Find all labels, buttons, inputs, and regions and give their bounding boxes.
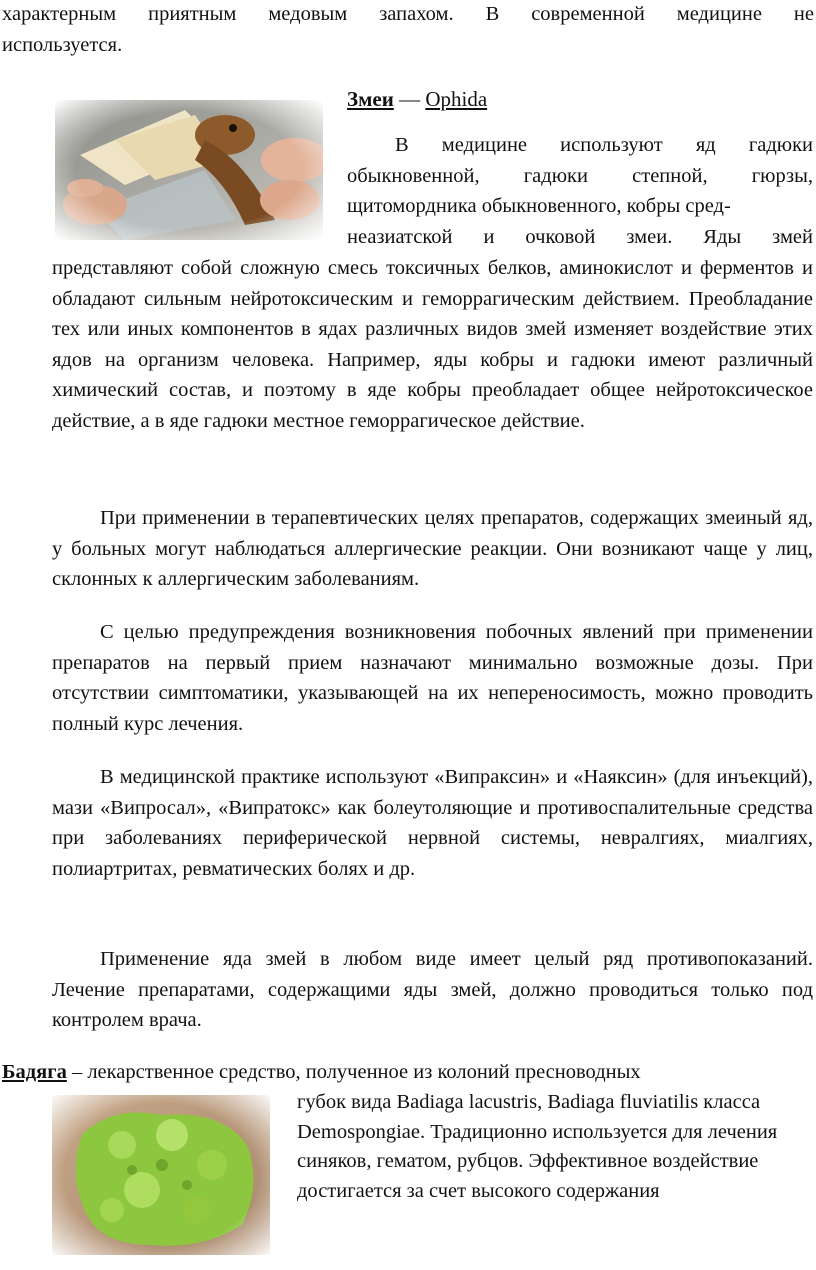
snakes-title-bold: Змеи — [347, 87, 394, 111]
snakes-paragraph-3: С целью предупреждения возникновения побочных явлений при применении препаратов на первый прием назначают минимально возможные дозы. При отсутствии симптоматики, указывающей на их непереносимость, можно проводить полный курс лечения. — [52, 621, 813, 735]
badyaga-title-rest: – лекарственное средство, полученное из колоний пресноводных — [66, 1061, 641, 1083]
snakes-paragraph-1c: представляют собой сложную смесь токсичных белков, аминокислот и ферментов и обладают сильным нейротоксическим и геморрагическим действием. Преобладание тех или иных компонентов в ядах различных видов змей изменяет воздействие этих ядов на организм человека. Например, яды кобры и гадюки имеют различный химический состав, и поэтому в яде кобры преобладает общее нейротоксическое действие, а в яде гадюки местное геморрагическое действие. — [52, 257, 813, 432]
snakes-paragraph-1b: неазиатской и очковой змеи. Яды змей — [347, 226, 813, 248]
snakes-paragraph-4: В медицинской практике используют «Випраксин» и «Наяксин» (для инъекций), мази «Випросал», «Випратокс» как болеутоляющие и противоспалительные средства при заболеваниях периферической нервной системы, невралгиях, миалгиях, полиартритах, ревматических болях и др. — [52, 766, 813, 880]
snakes-paragraph-1a: В медицине используют яд гадюки обыкновенной, гадюки степной, гюрзы, щитомордника обыкновенного, кобры сред- — [347, 134, 813, 218]
snakes-title-dash: — — [393, 87, 426, 111]
intro-line-2: используется. — [2, 34, 123, 56]
badyaga-title-bold: Бадяга — [2, 1061, 67, 1083]
snakes-paragraph-5: Применение яда змей в любом виде имеет целый ряд противопоказаний. Лечение препаратами, содержащими яды змей, должно проводиться только под контролем врача. — [52, 948, 813, 1032]
snake-photo — [55, 100, 323, 240]
snakes-paragraph-2: При применении в терапевтических целях препаратов, содержащих змеиный яд, у больных могут наблюдаться аллергические реакции. Они возникают чаще у лиц, склонных к аллергическим заболеваниям. — [52, 507, 813, 591]
badyaga-paragraph: губок вида Badiaga lacustris, Badiaga fluviatilis класса Demospongiae. Традиционно используется для лечения синяков, гематом, рубцов. Эффективное воздействие достигается за счет высокого содержания — [297, 1091, 778, 1202]
section-title-badyaga — [2, 1057, 641, 1087]
snakes-title-latin: Ophida — [425, 87, 488, 111]
section-title-snakes — [347, 84, 487, 114]
intro-line-1: характерным приятным медовым запахом. В современной медицине не — [2, 3, 814, 25]
sponge-photo — [52, 1095, 270, 1255]
